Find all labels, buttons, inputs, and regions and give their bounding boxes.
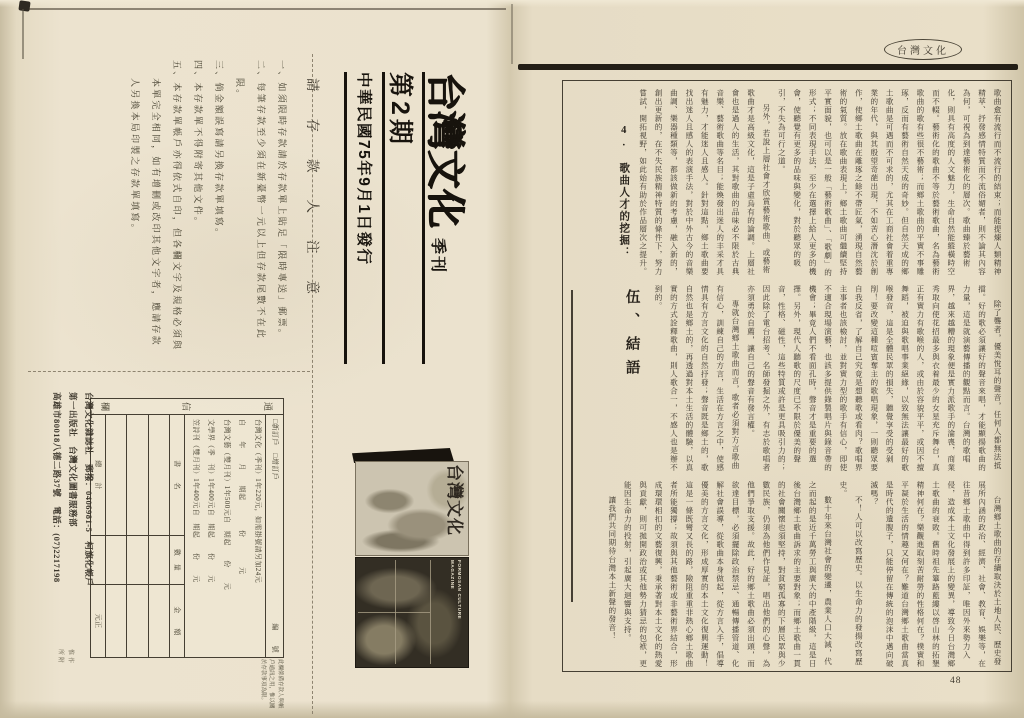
subscription-form-content (90, 398, 284, 658)
page-corner-mark (18, 0, 30, 11)
empty-cell (128, 415, 149, 536)
empty-cell (106, 585, 127, 657)
subscription-form (90, 398, 284, 658)
book-name-header: 書 名 (171, 415, 185, 536)
conclusion-section-rule (571, 290, 573, 602)
paragraph: 歌曲愈有流行而不流行的結束；而能提煉人類精神精萃、抒發感情特質而不流俗媚者，則不論其內容為何，可視為到達藝術化的層次。歌曲臻於藝術化，則具有高度的人文魅力，生命自然能縱橫時空而不輟。藝術化的歌曲不等於藝術歌曲，名為藝術歌曲的歌有些很不藝術；而鄉土歌曲的平實不事雕琢，反而有藝術自然天成的奇妙。但自然天成的鄉土歌曲是可遇而不可求的，尤其在工商社會着重專業的年代，與其殷望奇葩出現，不如苦心潛沈於創作，使鄉土歌曲在雕琢之餘不帶匠氣，湧現自然藝術的氣質。放在歌曲表現上，鄉土歌曲可繼續堅持平實面貌，也可以是一般「藝術歌曲」、「歌劇」的形式；不同表現手法，至少在選擇上給人更多的機會，使聽覺有更多的品味與變化，對於聽眾的吸引，不失為可行之道。 (777, 89, 1002, 277)
page-edge-line (24, 8, 506, 10)
text-band-3 (604, 481, 1005, 669)
publication-date: 中華民國75年9月1日發行 (344, 72, 382, 364)
section-4-heading: 4. 歌曲人才的挖掘： (618, 125, 630, 259)
empty-cell (149, 415, 170, 536)
form-fine-print-note (214, 659, 284, 711)
page-number: 48 (950, 676, 962, 686)
publisher-info-block (33, 392, 97, 692)
magazine-logo: 台灣文化 (423, 72, 466, 229)
depositor-notice-content (42, 58, 330, 390)
serial-number-label: 編 號 (271, 623, 279, 653)
form-price-line: 台灣文化（季刊）1年220元，如需掛號請另加24元 (254, 419, 262, 583)
form-main (91, 415, 283, 657)
cover-collage-line (430, 560, 431, 664)
grid-empty-row (105, 415, 127, 657)
publisher-line: 高雄市80018八德二路37號 電話：(07)2217198 (51, 392, 62, 583)
paragraph: 讓我們共同期待台灣本土新聲的發音！ (607, 496, 617, 641)
text-band-2 (616, 285, 1005, 473)
side-label-char: 通 (263, 401, 273, 411)
form-start-line: 自 年 月 期起 份 元 (238, 419, 247, 575)
paragraph: 專就台灣鄉土歌曲而言，歌者必須對方言歌曲有信心，訓練自己的方言，生活在方言之中，使感情具有方言文化的自然抒發；聲音既是鄉土的，歌自然也是鄉土的，再透過對本土生活的體驗，以真實的方式詮釋歌曲，則人歌合一，不感人也是辦不到的。 (654, 285, 741, 472)
depositor-notice-block (42, 58, 330, 390)
empty-cell (149, 585, 170, 657)
publisher-line: 第一出版社 台灣文化圖書服務部 (67, 392, 78, 528)
paragraph: 另外，若說上層社會才欣賞藝術歌曲、或藝術歌曲才是高級文化，這是子虛烏有的論調。上層社會也是過人的生活，其對歌曲的品味必不限於古典音樂、藝術歌曲等名目；能煥發出迷人的丰采才具有魅力，才能迷人且感人。針對這點，鄉土歌曲要找出迷人且感人的表演手法，對於中外古今的音樂曲調、樂器種類等，都該做新的考慮，融入新的，創出更新的，在不失民族精神特質的條件下，努力嘗試，開拓視野，如此始有助於作品層次之提升。 (638, 89, 771, 276)
form-header-row (265, 415, 283, 657)
cover-english-line: MAGAZINE (449, 560, 455, 590)
magazine-masthead-block (352, 72, 470, 364)
form-price-line: 台灣文藝（雙月刊）1年500元自 期起 份 元 (223, 419, 231, 590)
cover-masthead-text: 台灣文化 (445, 464, 464, 536)
side-label-char: 欄 (100, 401, 110, 411)
grid-empty-row (148, 415, 170, 657)
currency-label: 元正 (94, 613, 102, 629)
form-price-line: 文學界（季 刊）1年400元自 期起 份 元 (207, 419, 216, 583)
empty-cell (128, 536, 149, 585)
heavy-rule-bar (518, 64, 1018, 70)
paragraph: 不！人可以改寫歷史。以生命力的發揚改寫歷史。 (838, 481, 864, 667)
gutter-fold-line (511, 4, 513, 64)
issue-number: 第2期 (382, 72, 422, 364)
side-label-char: 信 (181, 401, 192, 411)
fine-print-text: 此欄係備存款人與帳戶通訊之用，惟以關於存款事項為限。 (259, 659, 283, 709)
correspondence-column-label (91, 399, 283, 415)
total-label: 總 計 (91, 415, 105, 536)
empty-cell (128, 585, 149, 657)
notice-title: 請存款人注意 (305, 78, 320, 321)
paragraph: 台灣鄉土歌曲的存續取決於土地人民、歷史發展所內涵的政治、經濟、社會、教育、娛樂等，在往昔鄉土歌曲中得到許多印証，唯因外來勢力入侵，造成本土文化發展上的變異，導致今日台灣鄉土歌曲的衰敗。舊時祖先篳路藍縷以啓山林的拓墾精神何在？樂觀進取刻苦耐勞的性格何在？樸實和平凝於生活的情趣又何在？難道台灣鄉土歌曲當真是時代的遺腹子，只能停留在傳統的泡沫中邁向破滅嗎？ (869, 481, 1002, 668)
cover-masthead-logo (441, 464, 467, 544)
notice-item: 一、如須限時存款請於存款單上貼足「限時專送」郵票。 (277, 60, 287, 341)
tiny-print-line: 惟作 (67, 649, 73, 666)
cover-english-line: FORMOSAN CULTURE (457, 560, 462, 620)
cover-collage-line (358, 612, 430, 613)
quantity-header: 數 量 (171, 536, 185, 585)
empty-cell (106, 536, 127, 585)
magazine-masthead-content (352, 72, 470, 364)
form-order-grid (91, 415, 186, 657)
notice-item: 五、本存款單帳戶亦得依式自印，但各欄文字及規格必須與本單完全相同，如有增刪或改印其他文字者，應請存款人另換本局印製之存款單填寫。 (130, 60, 182, 352)
tiny-print-line: 所附 (57, 649, 64, 666)
running-head-label: 台灣文化 (884, 39, 962, 60)
subscriber-type-checkboxes: □新訂戶 □增訂戶 (271, 419, 279, 481)
grid-header-row (170, 415, 185, 657)
empty-cell (106, 415, 127, 536)
page-edge-line-left (22, 9, 24, 59)
magazine-subtitle: 季刊 (429, 238, 446, 275)
amount-header: 金 額 (173, 606, 182, 636)
publisher-line: 台灣文化雜誌社 郵撥：0406981-5 柯旗化帳戶 (84, 392, 94, 587)
section-5-heading: 伍、結語 (623, 289, 640, 383)
cover-english-title-text (447, 560, 463, 664)
notice-item: 四、本存款單不得附寄其他文件。 (193, 60, 203, 229)
notice-item: 二、每筆存款至少須在新臺幣一元以上但存款尾數不在此限。 (235, 60, 266, 341)
grid-empty-row (127, 415, 149, 657)
article-text-box (562, 80, 1012, 672)
paragraph: 除了聾者，優美悅耳的聲音，任何人都無法抵擋。好的歌必須讓好的聲音來唱，才能顯揚歌曲的力量，這是就演藝傳播的觀點而言。台灣的歌唱界，越來越糟的現象便是實力派歌手的淪喪，商業秀取向使花招最多與衣着最少的女星充斥舞台，真正有實力有歌喉的人，或由於容貌平平，或因不擅舞蹈，被迫與歌唱事業絕緣，以致無法讓最好的歌喉發音，這是全體民眾的損失，聽覺享受的受剝削！要改變這種喧賓奪主的歌唱現象，一則聽眾要自我反省，了解自己究竟是想聽歌或看肉？歌唱界主事者也該檢討，並對實力型的歌手有信心，即使不適合現場演藝，也該多提供錄製唱片與錄音帶的機會；畢竟人們不看面孔時，聲音才是重要的選擇。另外，現代人聽歌的尺度已不限於優美的聲音，性格、磁性，這些特質或許是更具吸引力的；因此除了電台招考、名師發掘之外，有志於歌唱者亦須勇於自薦，讓自己的聲音有發言權。 (746, 285, 1002, 472)
notice-item: 三、倘金額誤寫請另換存款單填寫。 (214, 60, 224, 240)
text-band-1 (610, 89, 1005, 277)
form-price-line: 笠詩刊（雙月刊）1年400元自 期起 份 元 (192, 419, 200, 583)
notice-items (124, 60, 292, 352)
paragraph: 數十年來台灣社會的變遷，農業人口大減，代之而起的是近千萬勞工與廣大的中產階級，這是日後台灣鄉土歌曲訴求的主要對象；而鄉土歌曲一貫的社會關懷也須堅持，對貧窮孤寡的下層民眾與少數民族，仍須為他們作見証，唱出他們的心聲，為他們爭取支援。故此，好的鄉土歌曲必須出頭，而欲達目標，必須擺除政治禁忌、通暢傳播管道、化解社會誤導，從歌曲本身做起，從方言入手，倡導優美的方言文化，形成厚實的本土文化復興運動！這是一條既彎又長的路，險阻重重非熱心鄉土歌曲者所能獨撐；故須與其他藝術或非藝術界結合，形成環環相扣的文藝復興，秉承著對本土文化的熱愛與貢獻，則可拋開政治或其他勢力猜忌的包袱，更能因生命力的投射，引起廣大迴響與支持。 (623, 481, 833, 668)
empty-cell (149, 536, 170, 585)
masthead-title-row (422, 72, 470, 364)
publisher-info-content (33, 392, 97, 692)
cover-english-title (447, 560, 463, 664)
